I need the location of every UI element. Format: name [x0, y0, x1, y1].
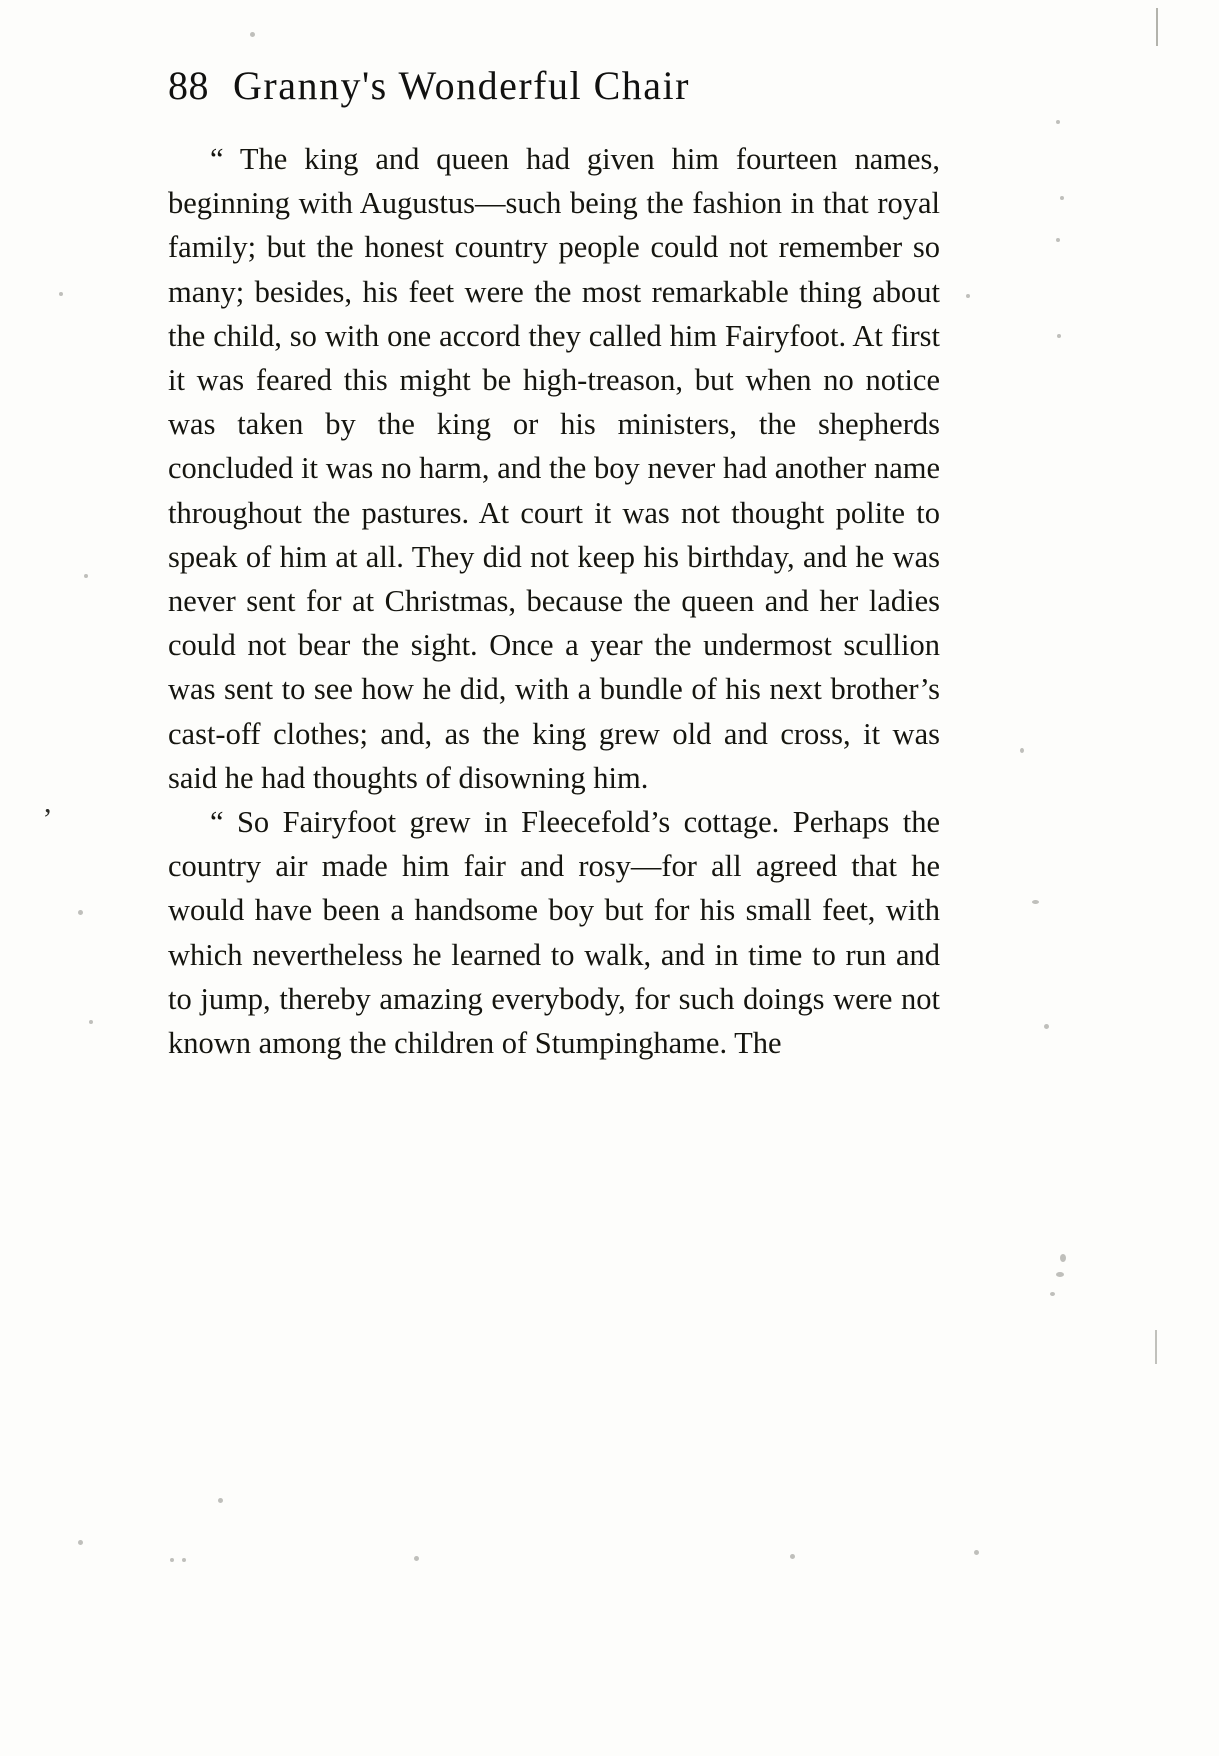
print-speck	[78, 1540, 83, 1545]
paragraph-1: “ The king and queen had given him fourteen names, beginning with Augustus—such being the fashion in that royal family; but the honest country people could not remember so many; besides, his feet were the most remarkable thing about the child, so with one accord they called him Fairyfoot. At first it was feared this might be high-treason, but when no notice was taken by the king or his ministers, the shepherds concluded it was no harm, and the boy never had another name throughout the pastures. At court it was not thought polite to speak of him at all. They did not keep his birthday, and he was never sent for at Christmas, because the queen and her ladies could not bear the sight. Once a year the undermost scullion was sent to see how he did, with a bundle of his next brother’s cast-off clothes; and, as the king grew old and cross, it was said he had thoughts of disowning him.	[168, 142, 940, 795]
print-speck	[218, 1498, 223, 1503]
print-speck	[1056, 120, 1060, 124]
print-speck	[790, 1554, 795, 1559]
print-speck	[59, 292, 63, 296]
print-speck	[78, 910, 83, 915]
print-speck	[1050, 1292, 1055, 1296]
print-speck	[84, 574, 88, 578]
print-speck	[1060, 1254, 1066, 1262]
print-speck	[414, 1556, 419, 1561]
print-speck	[1020, 748, 1024, 753]
print-speck	[974, 1550, 979, 1555]
page-edge-mark-top	[1156, 8, 1158, 46]
page-number: 88	[168, 63, 209, 108]
print-speck	[1032, 900, 1039, 904]
page-header	[168, 62, 940, 109]
paragraph-2: “ So Fairyfoot grew in Fleecefold’s cottage. Perhaps the country air made him fair and rosy—for all agreed that he would have been a handsome boy but for his small feet, with which nevertheless he learned to walk, and in time to run and to jump, thereby amazing everybody, for such doings were not known among the children of Stumpinghame. The	[168, 805, 940, 1061]
margin-comma-mark: ,	[44, 786, 52, 819]
print-speck	[89, 1020, 93, 1024]
print-speck	[1056, 238, 1060, 242]
page-edge-mark-bottom	[1155, 1330, 1157, 1364]
print-speck	[170, 1558, 174, 1562]
print-speck	[966, 294, 970, 298]
print-speck	[1057, 334, 1061, 338]
print-speck	[1056, 1272, 1064, 1277]
print-speck	[182, 1558, 186, 1562]
print-speck	[1060, 196, 1064, 200]
print-speck	[250, 32, 255, 37]
print-speck	[1044, 1024, 1049, 1029]
page-content	[168, 62, 940, 1065]
running-head-title: Granny's Wonderful Chair	[233, 63, 690, 108]
